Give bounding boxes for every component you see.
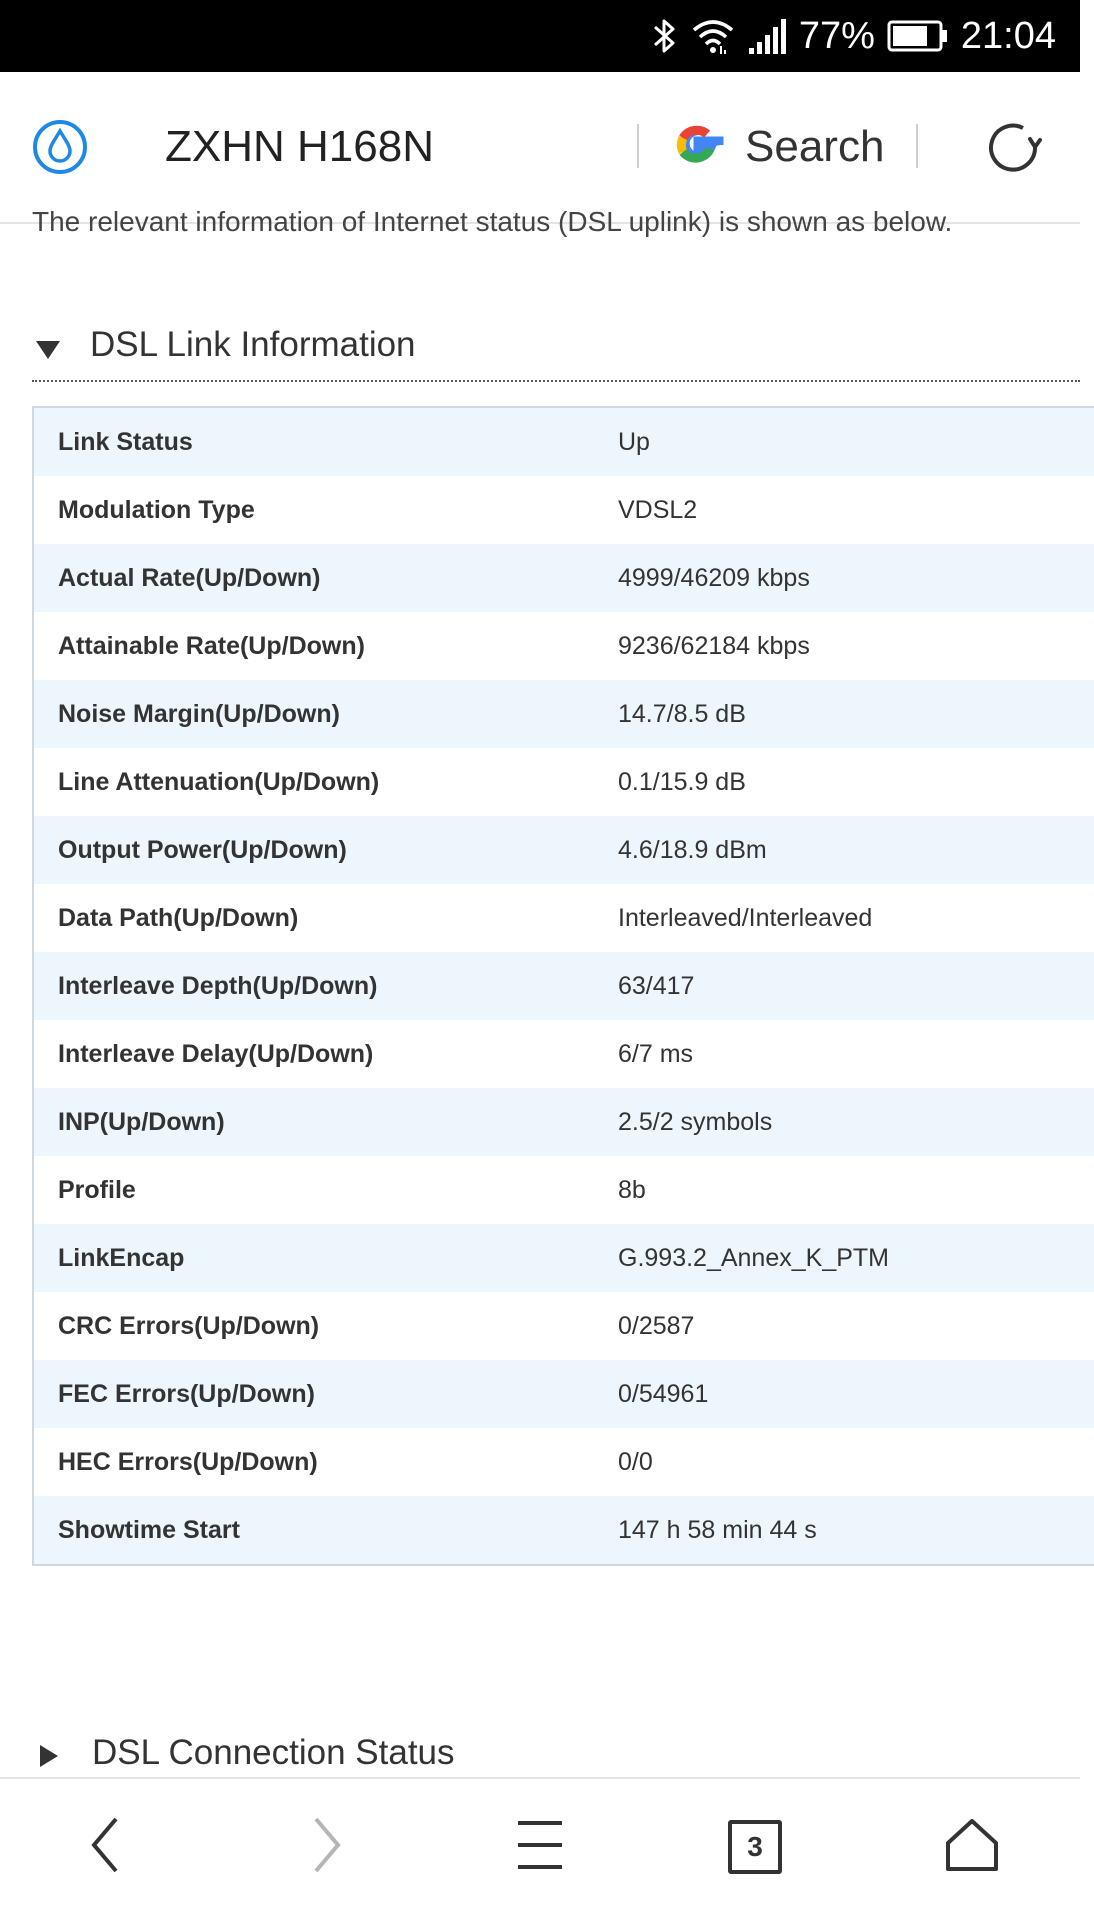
table-row: [34, 1428, 1094, 1496]
dsl-info-table: [32, 406, 1094, 1566]
clock: 21:04: [960, 14, 1056, 57]
row-value: 0/2587: [618, 1311, 695, 1340]
row-label: Data Path(Up/Down): [58, 903, 299, 932]
back-button[interactable]: [66, 1807, 146, 1887]
section-header-dsl-connection[interactable]: [32, 1728, 455, 1778]
intro-text: The relevant information of Internet status (DSL uplink) is shown as below.: [32, 206, 953, 237]
battery-percent: 77%: [798, 14, 875, 57]
forward-button[interactable]: [286, 1807, 366, 1887]
refresh-icon[interactable]: [983, 117, 1045, 179]
table-row: [34, 476, 1094, 544]
table-row: [34, 612, 1094, 680]
row-label: Attainable Rate(Up/Down): [58, 631, 365, 660]
row-label: HEC Errors(Up/Down): [58, 1447, 318, 1476]
table-row: [34, 544, 1094, 612]
row-label: Showtime Start: [58, 1515, 240, 1544]
row-value: 0/0: [618, 1447, 653, 1476]
row-label: Line Attenuation(Up/Down): [58, 767, 380, 796]
tabs-icon: 3: [728, 1820, 782, 1874]
row-label: INP(Up/Down): [58, 1107, 225, 1136]
menu-icon: [516, 1819, 564, 1876]
browser-toolbar: [0, 72, 1080, 224]
table-row: [34, 1292, 1094, 1360]
row-value: 4999/46209 kbps: [618, 563, 810, 592]
tabs-button[interactable]: [715, 1807, 795, 1887]
row-value: 14.7/8.5 dB: [618, 699, 746, 728]
status-bar: [0, 0, 1080, 72]
table-row: [34, 1360, 1094, 1428]
back-icon: [86, 1815, 126, 1880]
row-label: Interleave Depth(Up/Down): [58, 971, 378, 1000]
home-icon: [944, 1817, 1000, 1878]
row-label: Output Power(Up/Down): [58, 835, 347, 864]
section-title: DSL Connection Status: [92, 1733, 455, 1772]
wifi-icon: [691, 16, 735, 56]
row-value: Interleaved/Interleaved: [618, 903, 873, 932]
forward-icon: [306, 1815, 346, 1880]
bottom-navigation: [0, 1777, 1080, 1922]
row-label: Noise Margin(Up/Down): [58, 699, 340, 728]
table-row: [34, 884, 1094, 952]
row-value: 2.5/2 symbols: [618, 1107, 773, 1136]
row-value: 0/54961: [618, 1379, 709, 1408]
page-title[interactable]: ZXHN H168N: [165, 122, 434, 171]
row-value: 0.1/15.9 dB: [618, 767, 746, 796]
row-value: VDSL2: [618, 495, 698, 524]
toolbar-divider: [637, 124, 639, 168]
section-title: DSL Link Information: [90, 325, 416, 364]
table-row: [34, 1088, 1094, 1156]
row-value: 4.6/18.9 dBm: [618, 835, 767, 864]
row-label: Link Status: [58, 427, 193, 456]
google-icon: [667, 114, 729, 181]
row-value: Up: [618, 427, 650, 456]
table-row: [34, 748, 1094, 816]
table-row: [34, 1496, 1094, 1564]
signal-icon: [747, 16, 787, 56]
collapse-arrow-icon: [36, 341, 60, 359]
search-button[interactable]: [667, 114, 884, 180]
table-row: [34, 408, 1094, 476]
toolbar-divider: [916, 124, 918, 168]
row-value: 9236/62184 kbps: [618, 631, 810, 660]
table-row: [34, 1224, 1094, 1292]
row-label: Interleave Delay(Up/Down): [58, 1039, 374, 1068]
row-value: 6/7 ms: [618, 1039, 694, 1068]
table-row: [34, 1020, 1094, 1088]
row-label: Actual Rate(Up/Down): [58, 563, 321, 592]
row-value: 147 h 58 min 44 s: [618, 1515, 817, 1544]
menu-button[interactable]: [500, 1807, 580, 1887]
expand-arrow-icon: [40, 1745, 58, 1767]
table-row: [34, 816, 1094, 884]
table-row: [34, 680, 1094, 748]
row-value: 8b: [618, 1175, 646, 1204]
table-row: [34, 1156, 1094, 1224]
row-label: Modulation Type: [58, 495, 255, 524]
section-header-dsl-link[interactable]: [32, 320, 416, 370]
table-row: [34, 952, 1094, 1020]
row-label: CRC Errors(Up/Down): [58, 1311, 320, 1340]
row-value: G.993.2_Annex_K_PTM: [618, 1243, 889, 1272]
home-button[interactable]: [932, 1807, 1012, 1887]
battery-icon: [887, 19, 949, 53]
site-logo-icon[interactable]: [30, 117, 90, 177]
section-divider: [32, 380, 1080, 382]
search-label: Search: [745, 122, 885, 171]
row-label: Profile: [58, 1175, 136, 1204]
row-value: 63/417: [618, 971, 695, 1000]
row-label: LinkEncap: [58, 1243, 185, 1272]
row-label: FEC Errors(Up/Down): [58, 1379, 315, 1408]
bluetooth-icon: [651, 16, 679, 56]
page-content: [0, 206, 1080, 1777]
